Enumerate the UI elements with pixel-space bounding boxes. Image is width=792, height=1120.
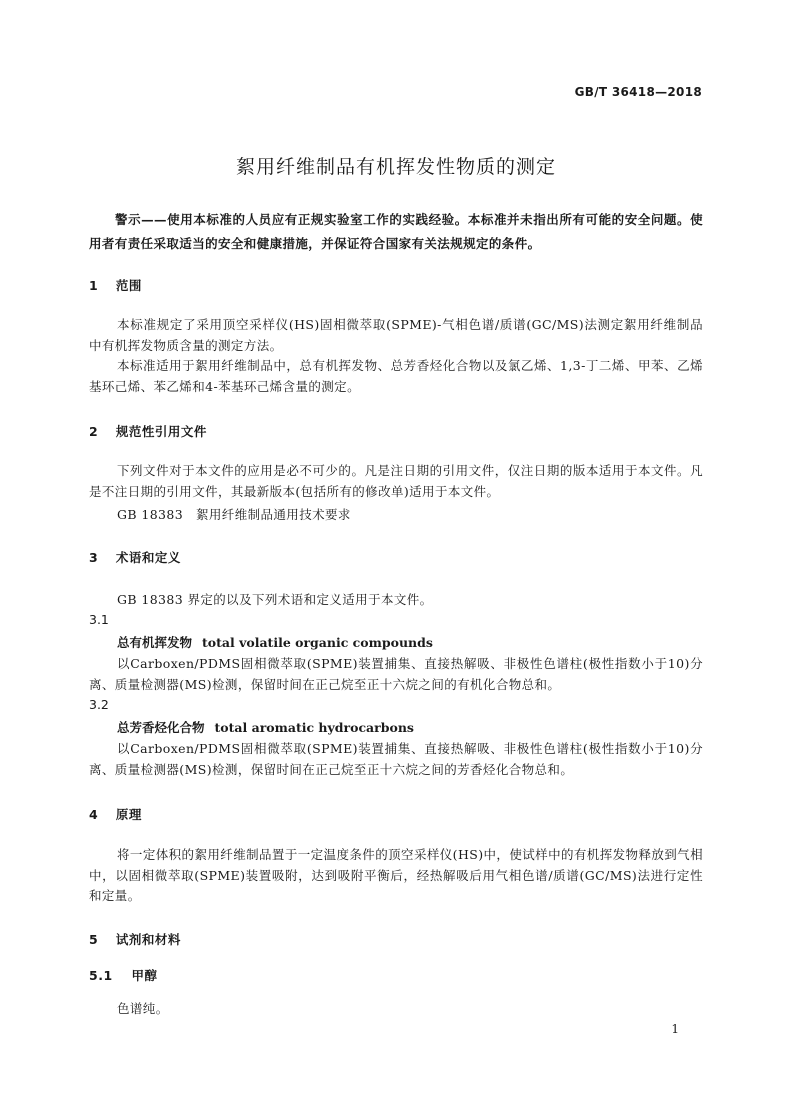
term-en: total aromatic hydrocarbons — [214, 720, 414, 735]
section-3-heading — [89, 548, 181, 566]
document-title: 絮用纤维制品有机挥发性物质的测定 — [235, 156, 556, 178]
term-heading — [117, 718, 414, 736]
section-number: 1 — [89, 278, 99, 293]
section-3-intro: GB 18383 界定的以及下列术语和定义适用于本文件。 — [117, 592, 433, 607]
term-en: total volatile organic compounds — [202, 635, 433, 650]
standard-code: GB/T 36418—2018 — [574, 85, 702, 99]
section-1-heading — [89, 276, 142, 294]
section-2-paragraph: 下列文件对于本文件的应用是必不可少的。凡是注日期的引用文件，仅注日期的版本适用于本文件。凡是不注日期的引用文件，其最新版本(包括所有的修改单)适用于本文件。 — [89, 463, 703, 499]
section-4-heading — [89, 805, 142, 823]
term-heading — [117, 633, 433, 651]
subsection-title: 甲醇 — [131, 968, 158, 983]
section-title: 范围 — [115, 278, 142, 293]
section-1-paragraph-2: 本标准适用于絮用纤维制品中，总有机挥发物、总芳香烃化合物以及氯乙烯、1,3-丁二烯、甲苯、乙烯基环己烯、苯乙烯和4-苯基环己烯含量的测定。 — [89, 358, 703, 394]
term-cn: 总芳香烃化合物 — [117, 720, 205, 735]
normative-reference: GB 18383 絮用纤维制品通用技术要求 — [117, 507, 351, 522]
term-cn: 总有机挥发物 — [117, 635, 193, 650]
section-number: 3 — [89, 550, 99, 565]
subsection-number: 5.1 — [89, 968, 113, 983]
section-title: 术语和定义 — [115, 550, 181, 565]
term-number: 3.1 — [89, 612, 109, 627]
section-number: 2 — [89, 424, 99, 439]
section-4-paragraph: 将一定体积的絮用纤维制品置于一定温度条件的顶空采样仪(HS)中，使试样中的有机挥发物释放到气相中，以固相微萃取(SPME)装置吸附，达到吸附平衡后，经热解吸后用气相色谱/质谱(GC/MS)法进行定性和定量。 — [89, 847, 703, 903]
warning-paragraph: 警示——使用本标准的人员应有正规实验室工作的实践经验。本标准并未指出所有可能的安全问题。使用者有责任采取适当的安全和健康措施，并保证符合国家有关法规规定的条件。 — [89, 212, 703, 251]
term-number: 3.2 — [89, 697, 109, 712]
subsection-5-1-heading — [89, 966, 158, 984]
section-title: 规范性引用文件 — [115, 424, 207, 439]
section-number: 5 — [89, 932, 99, 947]
term-definition: 以Carboxen/PDMS固相微萃取(SPME)装置捕集、直接热解吸、非极性色谱柱(极性指数小于10)分离、质量检测器(MS)检测，保留时间在正己烷至正十六烷之间的芳香烃化合物总和。 — [89, 741, 703, 777]
section-title: 原理 — [115, 807, 142, 822]
section-5-heading — [89, 930, 181, 948]
section-2-heading — [89, 422, 207, 440]
section-number: 4 — [89, 807, 99, 822]
section-title: 试剂和材料 — [115, 932, 181, 947]
subsection-5-1-text: 色谱纯。 — [117, 1001, 169, 1016]
term-definition: 以Carboxen/PDMS固相微萃取(SPME)装置捕集、直接热解吸、非极性色谱柱(极性指数小于10)分离、质量检测器(MS)检测，保留时间在正己烷至正十六烷之间的有机化合物总和。 — [89, 656, 703, 692]
section-1-paragraph-1: 本标准规定了采用顶空采样仪(HS)固相微萃取(SPME)-气相色谱/质谱(GC/MS)法测定絮用纤维制品中有机挥发物质含量的测定方法。 — [89, 317, 703, 353]
page-number: 1 — [671, 1022, 679, 1036]
